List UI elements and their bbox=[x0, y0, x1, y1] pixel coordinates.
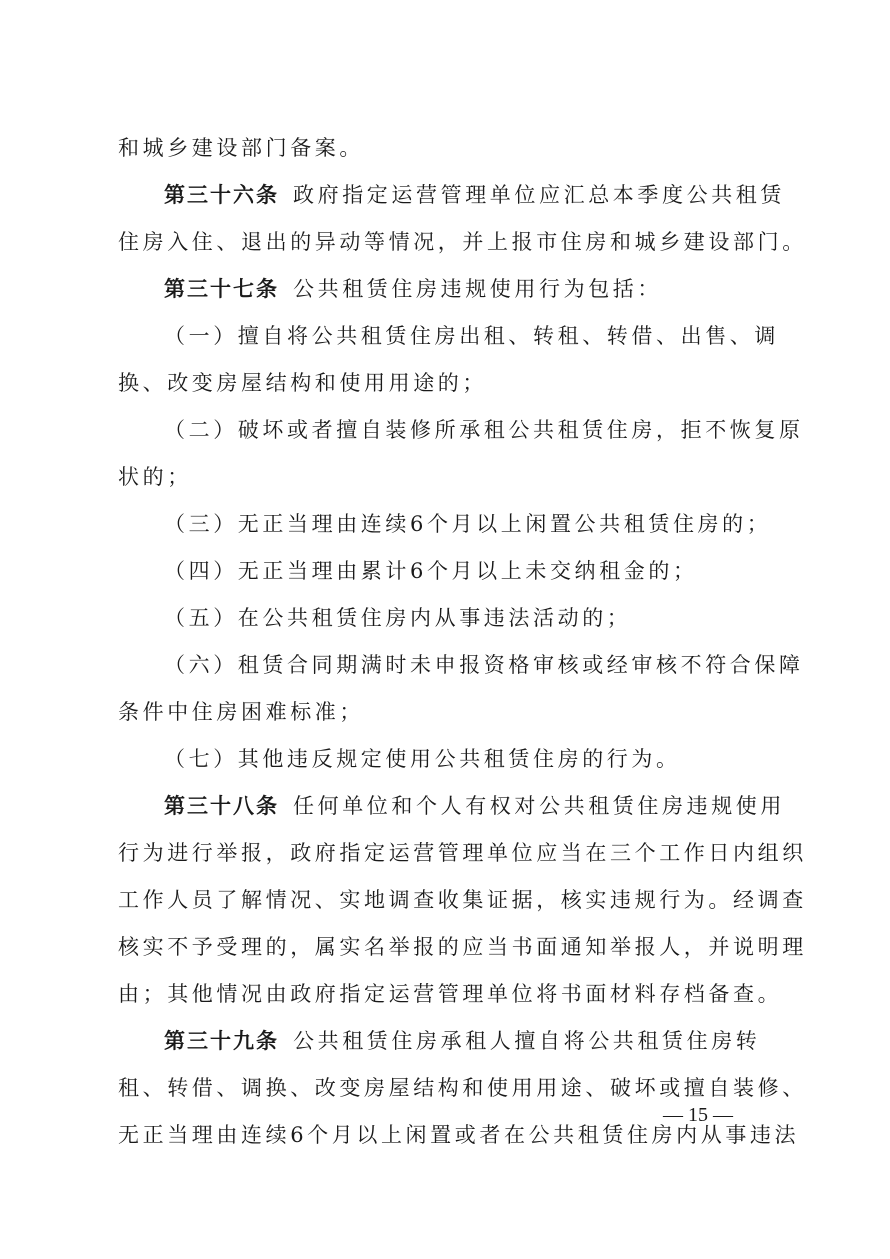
text-line bbox=[118, 454, 778, 501]
text-line bbox=[118, 830, 807, 877]
text-line bbox=[118, 313, 778, 360]
line-text: 任何单位和个人有权对公共租赁住房违规使用 bbox=[293, 794, 785, 818]
text-line bbox=[118, 407, 804, 454]
line-text: （五）在公共租赁住房内从事违法活动的； bbox=[164, 606, 632, 630]
line-text: （一）擅自将公共租赁住房出租、转租、转借、出售、调 bbox=[164, 324, 779, 348]
text-line bbox=[118, 1018, 778, 1065]
line-text: 公共租赁住房承租人擅自将公共租赁住房转 bbox=[293, 1029, 761, 1053]
text-line bbox=[118, 219, 807, 266]
line-text: 住房入住、退出的异动等情况，并上报市住房和城乡建设部门。 bbox=[118, 230, 807, 254]
article-heading: 第三十八条 bbox=[164, 794, 279, 818]
line-text: （六）租赁合同期满时未申报资格审核或经审核不符合保障 bbox=[164, 653, 804, 677]
line-text: 状的； bbox=[118, 465, 192, 489]
text-line bbox=[118, 595, 778, 642]
line-text: （二）破坏或者擅自装修所承租公共租赁住房，拒不恢复原 bbox=[164, 418, 804, 442]
line-text: 政府指定运营管理单位应汇总本季度公共租赁 bbox=[293, 183, 785, 207]
text-line bbox=[118, 501, 778, 548]
line-text: （三）无正当理由连续6个月以上闲置公共租赁住房的； bbox=[164, 512, 772, 536]
text-line bbox=[118, 548, 778, 595]
line-text: 租、转借、调换、改变房屋结构和使用用途、破坏或擅自装修、 bbox=[118, 1076, 807, 1100]
line-text: 无正当理由连续6个月以上闲置或者在公共租赁住房内从事违法 bbox=[118, 1123, 800, 1147]
line-text: （四）无正当理由累计6个月以上未交纳租金的； bbox=[164, 559, 698, 583]
article-heading: 第三十六条 bbox=[164, 183, 279, 207]
line-text: 换、改变房屋结构和使用用途的； bbox=[118, 371, 487, 395]
line-text: 公共租赁住房违规使用行为包括： bbox=[293, 277, 662, 301]
line-text: 由；其他情况由政府指定运营管理单位将书面材料存档备查。 bbox=[118, 982, 783, 1006]
text-line bbox=[118, 783, 785, 830]
page-number: — 15 — bbox=[663, 1104, 733, 1126]
text-line bbox=[118, 360, 778, 407]
text-line bbox=[118, 125, 778, 172]
line-text: 和城乡建设部门备案。 bbox=[118, 136, 364, 160]
line-text: 条件中住房困难标准； bbox=[118, 700, 364, 724]
text-line bbox=[118, 971, 783, 1018]
text-line bbox=[118, 172, 785, 219]
text-line bbox=[118, 924, 807, 971]
text-line bbox=[118, 736, 778, 783]
text-line bbox=[118, 642, 804, 689]
text-line bbox=[118, 877, 807, 924]
body-text bbox=[118, 125, 807, 1159]
article-heading: 第三十七条 bbox=[164, 277, 279, 301]
text-line bbox=[118, 689, 778, 736]
line-text: 核实不予受理的，属实名举报的应当书面通知举报人，并说明理 bbox=[118, 935, 807, 959]
text-line bbox=[118, 266, 778, 313]
line-text: 工作人员了解情况、实地调查收集证据，核实违规行为。经调查 bbox=[118, 888, 807, 912]
line-text: 行为进行举报，政府指定运营管理单位应当在三个工作日内组织 bbox=[118, 841, 807, 865]
line-text: （七）其他违反规定使用公共租赁住房的行为。 bbox=[164, 747, 681, 771]
article-heading: 第三十九条 bbox=[164, 1029, 279, 1053]
